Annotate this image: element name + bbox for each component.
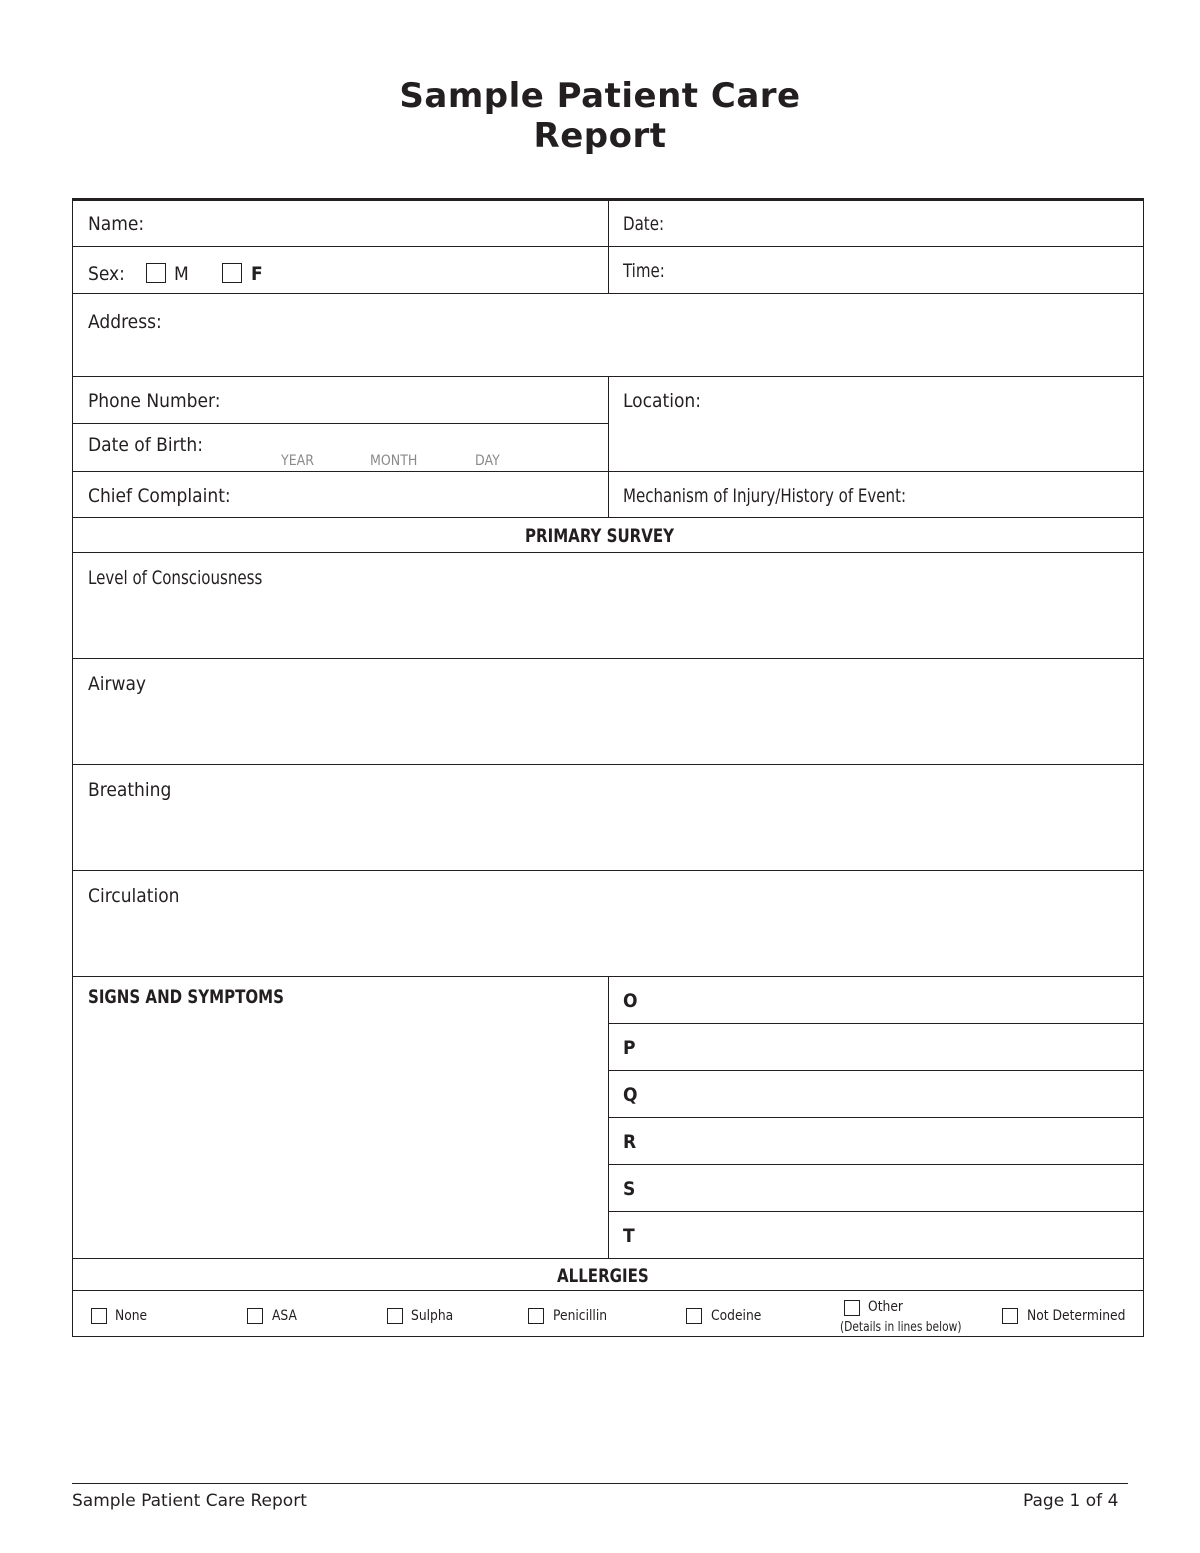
rule bbox=[73, 552, 1143, 553]
airway-label: Airway bbox=[88, 673, 147, 695]
allergy-penicillin-label: Penicillin bbox=[553, 1308, 608, 1324]
title-line-2: Report bbox=[533, 116, 667, 156]
allergy-sulpha-label: Sulpha bbox=[411, 1308, 454, 1324]
allergy-asa-checkbox[interactable] bbox=[247, 1308, 263, 1324]
allergy-none-checkbox[interactable] bbox=[91, 1308, 107, 1324]
circulation-label: Circulation bbox=[88, 885, 180, 907]
opqrst-t: T bbox=[623, 1225, 635, 1247]
rule bbox=[608, 1117, 1143, 1118]
allergy-codeine-label: Codeine bbox=[711, 1308, 762, 1324]
allergy-other-checkbox[interactable] bbox=[844, 1300, 860, 1316]
signs-heading: SIGNS AND SYMPTOMS bbox=[88, 986, 284, 1008]
rule bbox=[73, 423, 608, 424]
rule bbox=[608, 1070, 1143, 1071]
sex-label: Sex: bbox=[88, 263, 125, 285]
rule bbox=[608, 201, 609, 293]
allergy-codeine-checkbox[interactable] bbox=[686, 1308, 702, 1324]
time-label: Time: bbox=[623, 260, 665, 282]
allergy-other-note: (Details in lines below) bbox=[840, 1320, 962, 1335]
location-label: Location: bbox=[623, 390, 702, 412]
name-label: Name: bbox=[88, 213, 145, 235]
phone-label: Phone Number: bbox=[88, 390, 221, 412]
allergy-penicillin-checkbox[interactable] bbox=[528, 1308, 544, 1324]
address-label: Address: bbox=[88, 311, 162, 333]
sex-m-label: M bbox=[174, 263, 189, 285]
rule bbox=[73, 1258, 1143, 1259]
allergy-other-label: Other bbox=[868, 1299, 903, 1315]
mechanism-label: Mechanism of Injury/History of Event: bbox=[623, 485, 907, 507]
breathing-label: Breathing bbox=[88, 779, 172, 801]
footer-rule bbox=[72, 1483, 1128, 1484]
chief-complaint-label: Chief Complaint: bbox=[88, 485, 231, 507]
dob-month-hint: MONTH bbox=[370, 453, 418, 469]
dob-day-hint: DAY bbox=[475, 453, 500, 469]
sex-m-checkbox[interactable] bbox=[146, 263, 166, 283]
rule bbox=[608, 376, 609, 517]
rule bbox=[608, 1023, 1143, 1024]
sex-f-label: F bbox=[251, 263, 263, 285]
rule bbox=[608, 1211, 1143, 1212]
allergy-sulpha-checkbox[interactable] bbox=[387, 1308, 403, 1324]
opqrst-s: S bbox=[623, 1178, 636, 1200]
allergy-asa-label: ASA bbox=[272, 1308, 297, 1324]
opqrst-r: R bbox=[623, 1131, 637, 1153]
rule bbox=[73, 517, 1143, 518]
allergies-heading: ALLERGIES bbox=[557, 1265, 649, 1287]
rule bbox=[608, 976, 609, 1258]
rule bbox=[73, 658, 1143, 659]
allergy-not-determined-label: Not Determined bbox=[1027, 1308, 1126, 1324]
rule bbox=[73, 293, 1143, 294]
primary-survey-heading: PRIMARY SURVEY bbox=[525, 525, 675, 547]
allergy-none-label: None bbox=[115, 1308, 148, 1324]
rule bbox=[73, 764, 1143, 765]
loc-label: Level of Consciousness bbox=[88, 567, 263, 589]
rule bbox=[608, 1164, 1143, 1165]
dob-year-hint: YEAR bbox=[281, 453, 315, 469]
opqrst-q: Q bbox=[623, 1084, 638, 1106]
rule bbox=[73, 870, 1143, 871]
rule bbox=[73, 1290, 1143, 1291]
opqrst-o: O bbox=[623, 990, 638, 1012]
date-label: Date: bbox=[623, 213, 665, 235]
footer-page-number: Page 1 of 4 bbox=[1023, 1491, 1119, 1511]
document-title bbox=[0, 76, 1200, 156]
opqrst-p: P bbox=[623, 1037, 636, 1059]
footer-title: Sample Patient Care Report bbox=[72, 1491, 307, 1511]
patient-care-form bbox=[72, 198, 1144, 1337]
sex-f-checkbox[interactable] bbox=[222, 263, 242, 283]
dob-label: Date of Birth: bbox=[88, 434, 203, 456]
allergy-not-determined-checkbox[interactable] bbox=[1002, 1308, 1018, 1324]
title-line-1: Sample Patient Care bbox=[399, 76, 801, 116]
